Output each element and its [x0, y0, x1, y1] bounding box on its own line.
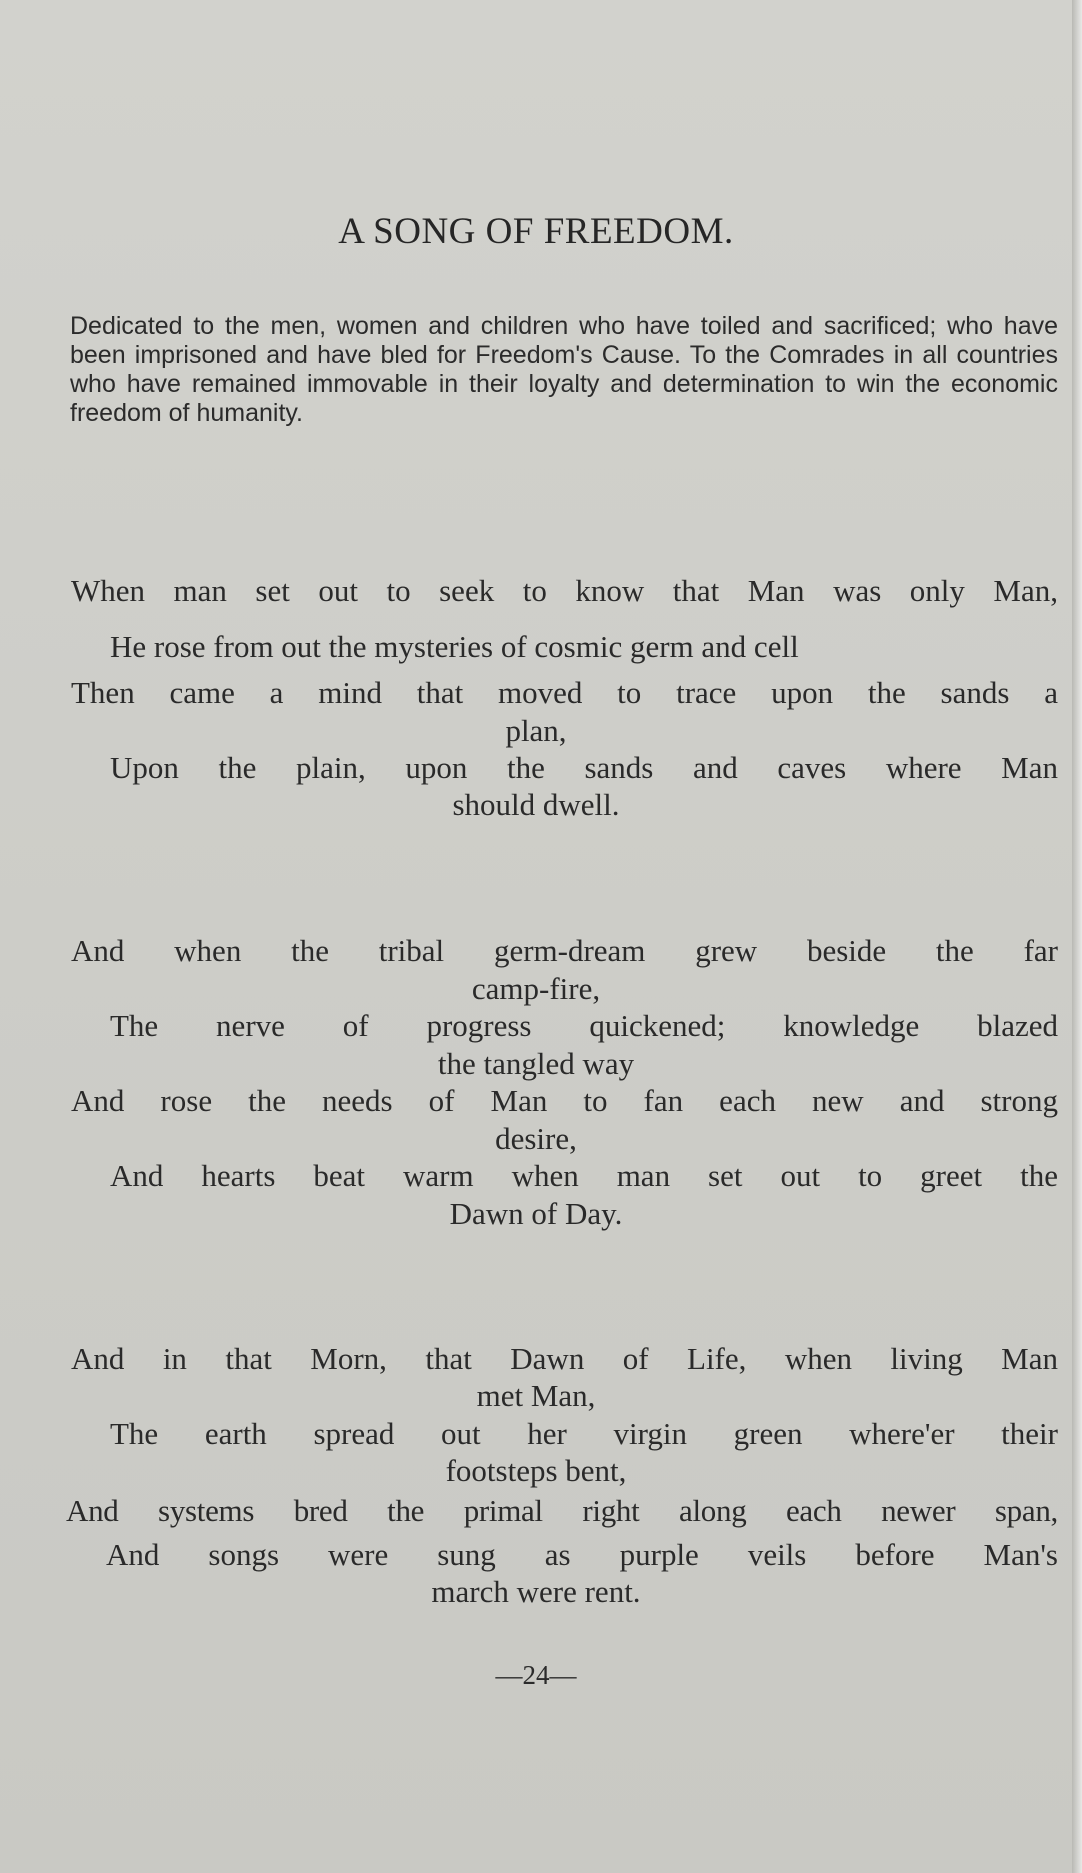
poem-line: When man set out to seek to know that Man was only Man, [71, 573, 1058, 608]
page-edge [1072, 0, 1082, 1873]
poem-line: And hearts beat warm when man set out to greet the [110, 1158, 1058, 1193]
poem-line: The nerve of progress quickened; knowledge blazed [110, 1008, 1058, 1043]
poem-line-continuation: footsteps bent, [445, 1453, 627, 1488]
poem-line: And in that Morn, that Dawn of Life, when living Man [71, 1341, 1058, 1376]
poem-line-continuation: met Man, [476, 1378, 596, 1413]
poem-line-continuation: camp-fire, [471, 971, 601, 1006]
poem-line: And rose the needs of Man to fan each new and strong [71, 1083, 1058, 1118]
poem-line: He rose from out the mysteries of cosmic germ and cell [110, 629, 799, 664]
dedication-paragraph: Dedicated to the men, women and children who have toiled and sacrificed; who have been imprisoned and have bled for Freedom's Cause. To the Comrades in all countries who have remained immovable in their loyalty and determination to win the economic freedom of humanity. [70, 312, 1058, 427]
poem-line-continuation: Dawn of Day. [449, 1196, 623, 1231]
poem-line-continuation: plan, [505, 713, 567, 748]
page-number: —24— [495, 1660, 577, 1690]
poem-line-continuation: should dwell. [452, 787, 620, 822]
poem-line: And songs were sung as purple veils before Man's [106, 1537, 1058, 1572]
poem-line-continuation: desire, [495, 1121, 577, 1156]
poem-line-continuation: march were rent. [431, 1574, 641, 1609]
poem-line: And systems bred the primal right along each newer span, [66, 1493, 1058, 1528]
poem-line-continuation: the tangled way [437, 1046, 635, 1081]
poem-line: The earth spread out her virgin green where'er their [110, 1416, 1058, 1451]
poem-line: Upon the plain, upon the sands and caves where Man [110, 750, 1058, 785]
poem-line: Then came a mind that moved to trace upon the sands a [71, 675, 1058, 710]
poem-title: A SONG OF FREEDOM. [338, 211, 734, 252]
poem-line: And when the tribal germ-dream grew beside the far [71, 933, 1058, 968]
